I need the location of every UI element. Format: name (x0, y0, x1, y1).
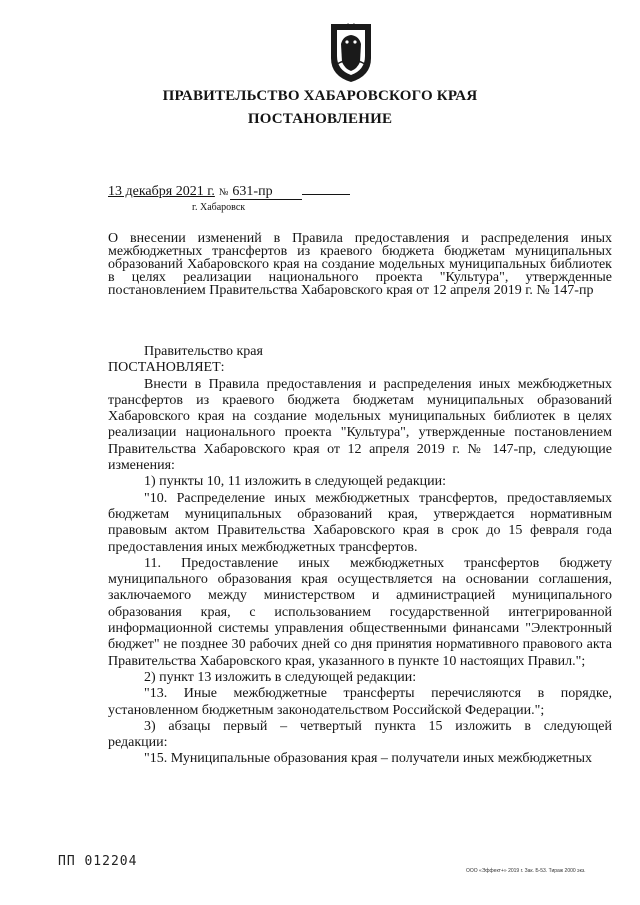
paragraph-clause-10: "10. Распределение иных межбюджетных трансфертов, предоставляемых бюджетам муниципальных образований края, утверждается нормативным правовым актом Правительства Хабаровского края в срок до 15 февраля года предоставления иных межбюджетных трансфертов. (108, 490, 612, 555)
paragraph-item-2: 2) пункт 13 изложить в следующей редакции: (144, 669, 417, 685)
paragraph-resolves: ПОСТАНОВЛЯЕТ: (108, 360, 225, 376)
paragraph-item-1: 1) пункты 10, 11 изложить в следующей редакции: (144, 474, 447, 490)
document-date: 13 декабря 2021 г. (108, 184, 215, 199)
date-number-line (108, 184, 350, 200)
document-subject: О внесении изменений в Правила предоставления и распределения иных межбюджетных трансфертов из краевого бюджета бюджетам муниципальных образований Хабаровского края на создание модельных муниципальных библиотек в целях реализации национального проекта "Культура", утвержденные постановлением Правительства Хабаровского края от 12 апреля 2019 г. № 147-пр (108, 231, 612, 298)
number-sign: № (218, 187, 229, 198)
number-underline-tail (302, 194, 350, 195)
coat-of-arms-icon (327, 22, 375, 84)
document-city: г. Хабаровск (192, 202, 246, 213)
document-type-title: ПОСТАНОВЛЕНИЕ (247, 111, 393, 127)
organization-title: ПРАВИТЕЛЬСТВО ХАБАРОВСКОГО КРАЯ (162, 88, 478, 104)
print-info: ООО «Эффект+» 2019 г. Зак. Б-53. Тираж 2000 экз. (466, 868, 586, 874)
document-number: 631-пр (230, 185, 302, 200)
paragraph-item-3-cont: редакции: (108, 735, 168, 751)
paragraph-clause-15: "15. Муниципальные образования края – получатели иных межбюджетных (144, 751, 593, 767)
form-code: ПП 012204 (58, 854, 138, 869)
document-body (108, 344, 612, 768)
paragraph-intro: Внести в Правила предоставления и распределения иных межбюджетных трансфертов из краевого бюджета бюджетам муниципальных образований Хабаровского края на создание модельных муниципальных библиотек в целях реализации национального проекта "Культура", утвержденные постановлением Правительства Хабаровского края от 12 апреля 2019 г. № 147-пр, следующие изменения: (108, 376, 612, 474)
paragraph-clause-13: "13. Иные межбюджетные трансферты перечисляются в порядке, установленном бюджетным законодательством Российской Федерации."; (108, 686, 612, 718)
paragraph-clause-11: 11. Предоставление иных межбюджетных трансфертов бюджету муниципального образования края осуществляется на основании соглашения, заключаемого между министерством и администрацией муниципального образования края, с использованием государственной интегрированной информационной системы управления общественными финансами "Электронный бюджет" не позднее 30 рабочих дней со дня принятия нормативного правового акта Правительства Хабаровского края, указанного в пункте 10 настоящих Правил."; (108, 555, 612, 669)
paragraph-item-3: 3) абзацы первый – четвертый пункта 15 изложить в следующей (144, 718, 612, 734)
paragraph-government: Правительство края (144, 344, 263, 359)
